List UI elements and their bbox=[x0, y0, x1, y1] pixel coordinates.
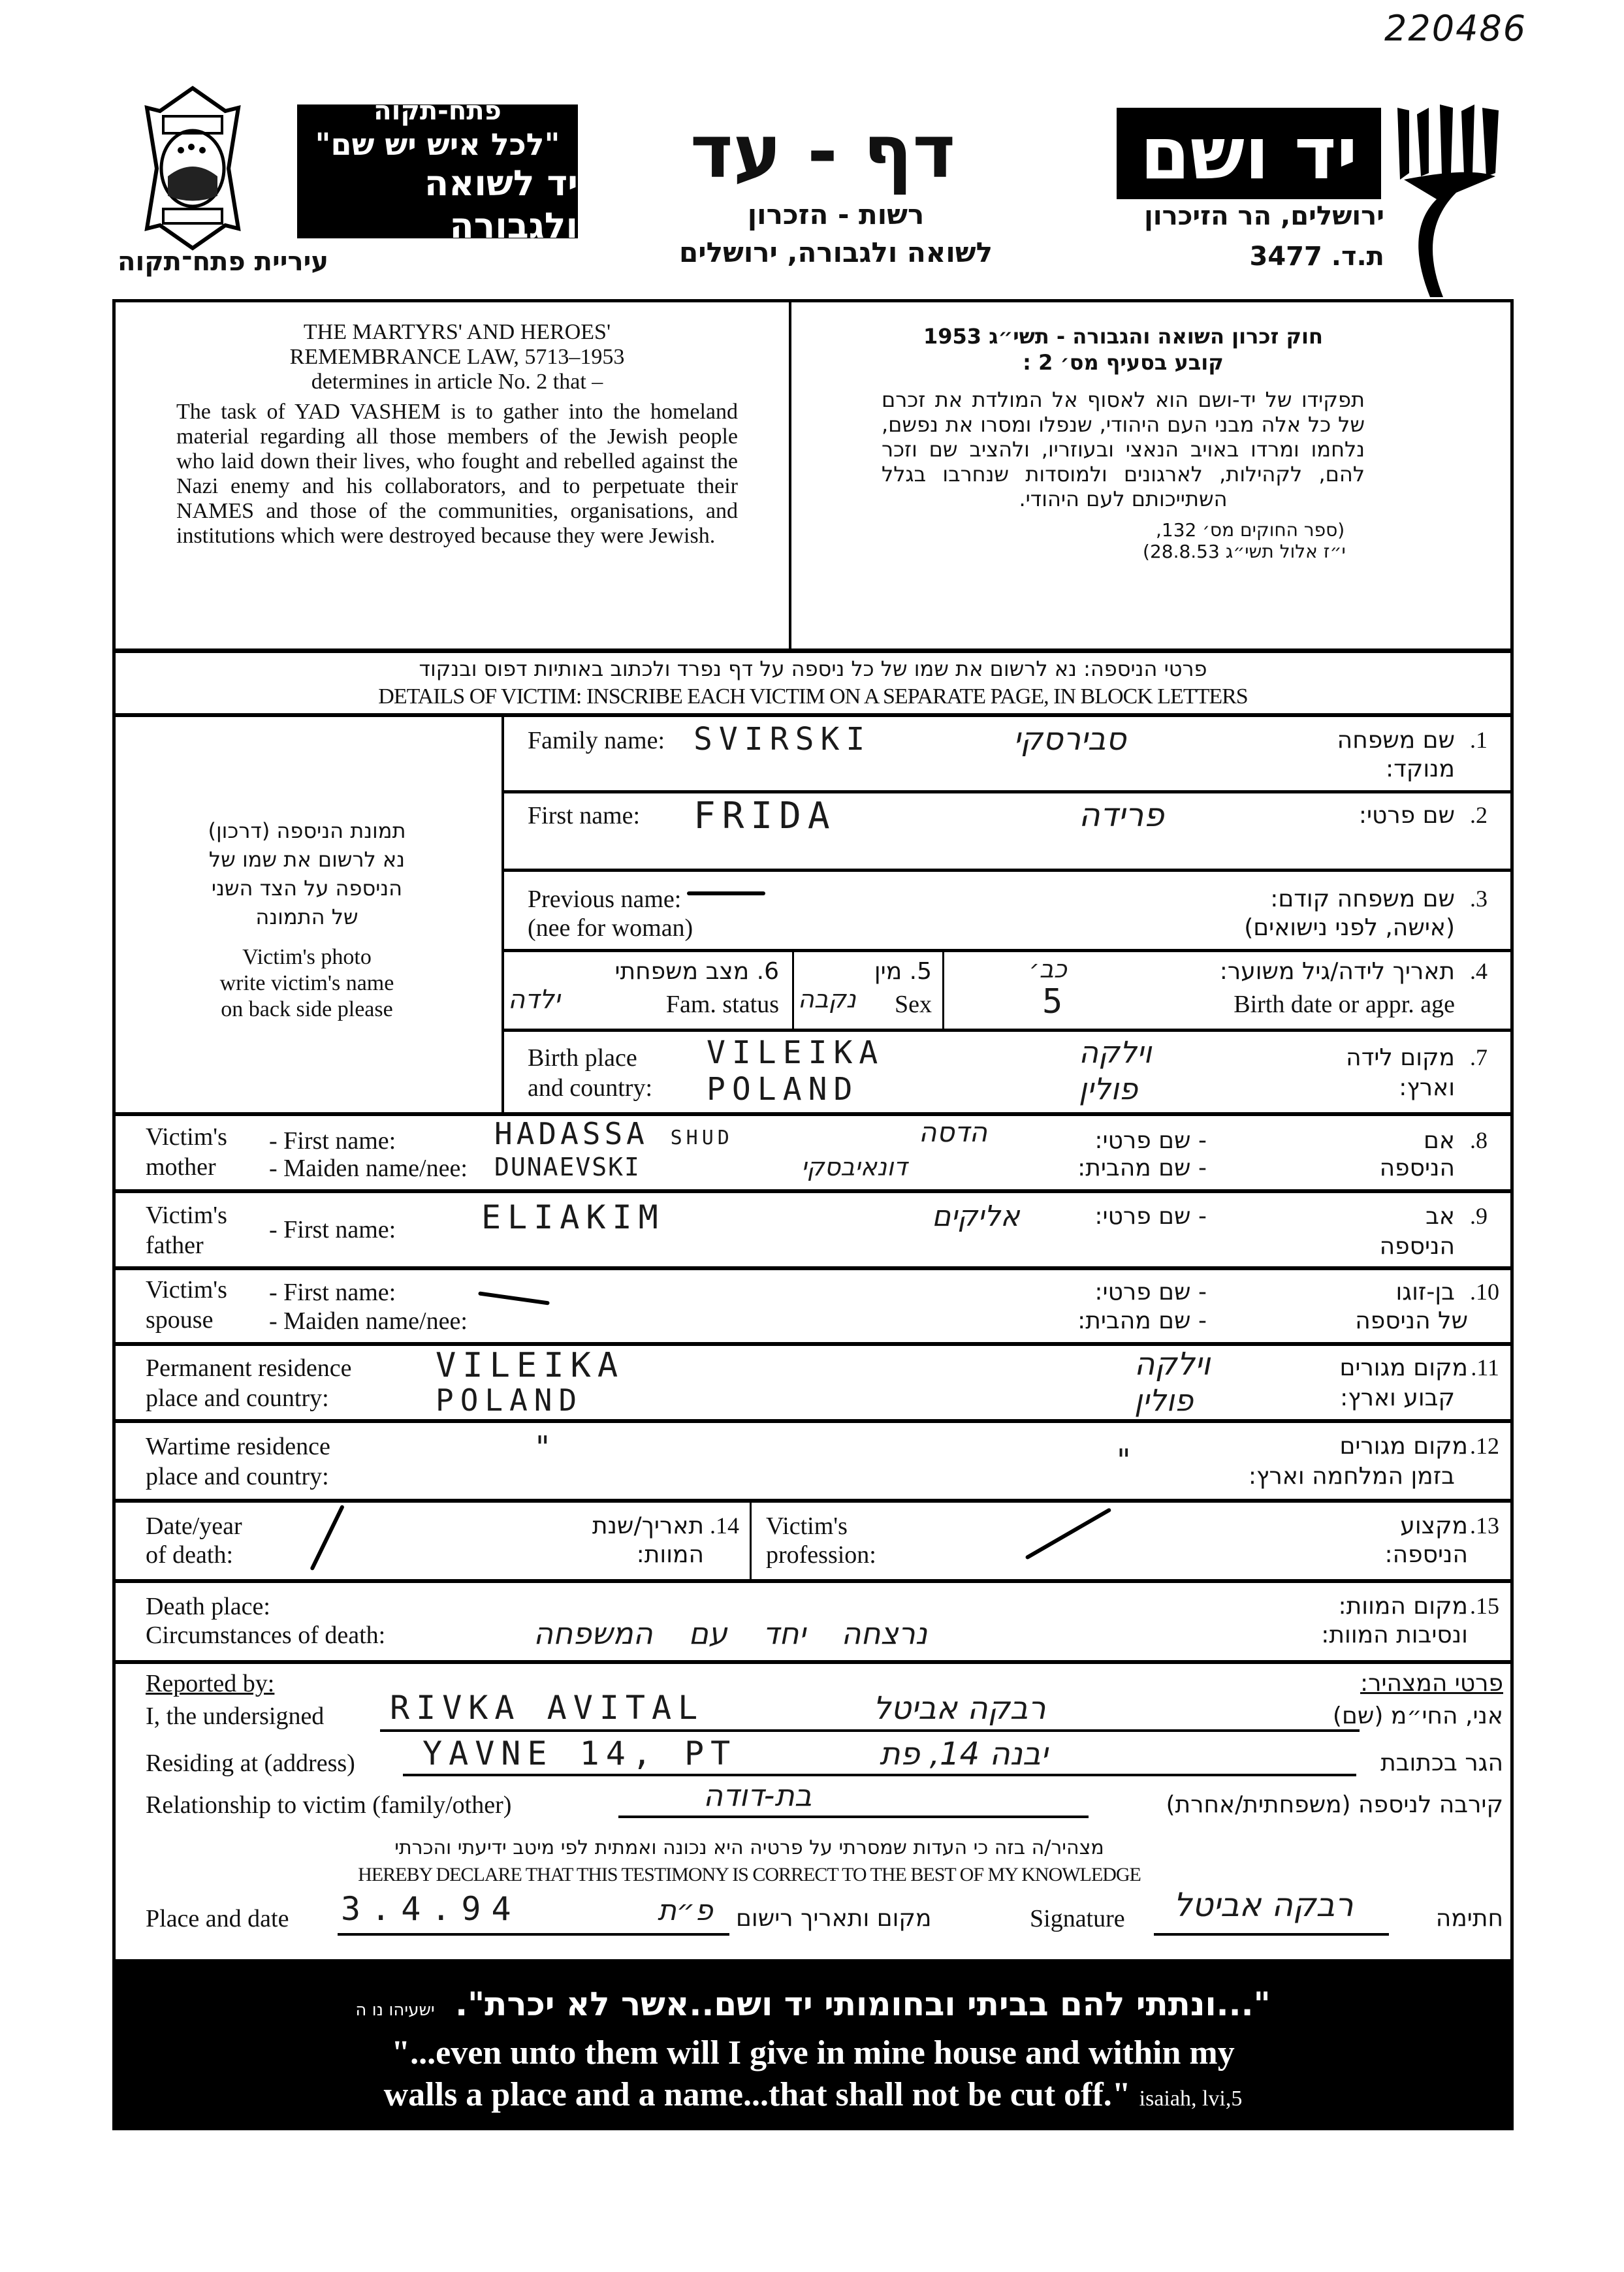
field-father[interactable] bbox=[116, 1193, 1514, 1266]
wartime-residence-value-he[interactable]: " bbox=[1115, 1443, 1139, 1478]
profession-label-en: Victim's bbox=[766, 1512, 848, 1540]
field-birth-date[interactable] bbox=[944, 952, 1514, 1029]
previous-name-label-he-2: (אישה, לפני נישואים) bbox=[1244, 914, 1455, 941]
wartime-residence-label-en: Wartime residence bbox=[146, 1433, 330, 1460]
reporter-address-value-en[interactable]: YAVNE 14, PT bbox=[422, 1735, 737, 1772]
death-date-label-he: תאריך/שנת bbox=[592, 1512, 704, 1539]
reporter-address-label-he: הגר בכתובת bbox=[1380, 1750, 1503, 1776]
law-text-english bbox=[176, 320, 738, 549]
authority-line2: לשואה ולגבורה, ירושלים bbox=[678, 236, 993, 268]
signature-label-en: Signature bbox=[1030, 1905, 1125, 1932]
photo-instruction-he-1: תמונת הניספה (דרכון) bbox=[208, 818, 406, 843]
quote-he-text: "...ונתתי להם בביתי ובחומותי יד ושם..אשר לא יכרת". bbox=[455, 1985, 1271, 2023]
birth-date-label-he: תאריך לידה/גיל משוער: bbox=[1219, 958, 1455, 985]
details-header-he: פרטי הניספה: נא לרשום את שמו של כל ניספה על דף נפרד ולכתוב באותיות דפוס ובנקוד bbox=[419, 656, 1207, 681]
profession-label-en-2: profession: bbox=[766, 1541, 876, 1569]
mother-label-he: אם bbox=[1424, 1127, 1455, 1154]
father-first-value-he[interactable]: אליקים bbox=[932, 1200, 1020, 1233]
family-name-label-he: שם משפחה bbox=[1337, 727, 1455, 754]
law-citation-he-2: י״ז אלול תשי״ג 28.8.53) bbox=[1143, 541, 1346, 562]
father-label-he: אב bbox=[1425, 1203, 1455, 1230]
photo-instruction-he-2: נא לרשום את שמו של bbox=[208, 847, 406, 872]
spouse-value-dash[interactable] bbox=[478, 1291, 550, 1305]
father-first-value-en[interactable]: ELIAKIM bbox=[481, 1198, 665, 1236]
field-mother[interactable] bbox=[116, 1116, 1514, 1189]
spouse-label-he: בן-זוגו bbox=[1395, 1279, 1455, 1305]
quote-en bbox=[112, 2032, 1514, 2120]
petah-tikva-motto: "לכל איש יש שם" bbox=[315, 127, 560, 163]
photo-instruction-he-4: של התמונה bbox=[255, 904, 358, 929]
field-number-3: .3 bbox=[1470, 886, 1488, 912]
field-number-8: .8 bbox=[1470, 1127, 1488, 1153]
death-date-label-he-2: המוות: bbox=[636, 1541, 704, 1568]
field-number-10: .10 bbox=[1470, 1279, 1499, 1305]
wartime-residence-value-en[interactable]: " bbox=[533, 1430, 558, 1465]
reporter-address-value-he[interactable]: יבנה 14, פת bbox=[880, 1736, 1048, 1772]
victim-photo-box[interactable] bbox=[118, 816, 496, 1023]
yad-vashem-address-line1: ירושלים, הר הזיכרון bbox=[1144, 201, 1384, 231]
family-name-value-en[interactable]: SVIRSKI bbox=[693, 721, 872, 758]
petah-tikva-line3: יד לשואה ולגבורה bbox=[424, 163, 578, 247]
father-label-he-2: הניספה bbox=[1379, 1233, 1455, 1260]
field-birth-place[interactable] bbox=[504, 1032, 1514, 1112]
death-place-label-he: מקום המוות: bbox=[1338, 1593, 1468, 1620]
mother-label-he-2: הניספה bbox=[1379, 1155, 1455, 1181]
birth-place-label-he: מקום לידה bbox=[1346, 1044, 1455, 1071]
father-first-label-he: - שם פרטי: bbox=[1094, 1203, 1207, 1230]
relationship-value-he[interactable]: בת-דודה bbox=[703, 1778, 812, 1813]
yad-vashem-name: יד ושם bbox=[1139, 112, 1358, 195]
quote-en-line1: "...even unto them will I give in mine house and within my bbox=[391, 2034, 1235, 2072]
reported-by-label-en: Reported by: bbox=[146, 1670, 275, 1697]
profession-value-slash[interactable] bbox=[1025, 1507, 1112, 1560]
death-date-label-en: Date/year bbox=[146, 1512, 242, 1540]
mother-maiden-value-he[interactable]: דונאיבסקי bbox=[801, 1153, 908, 1181]
reported-by-label-he: פרטי המצהיר: bbox=[1360, 1670, 1503, 1697]
field-family-name[interactable] bbox=[504, 717, 1514, 790]
sex-label-he: 5. מין bbox=[874, 958, 932, 985]
footer-quote-banner bbox=[112, 1959, 1514, 2130]
quote-en-ref: isaiah, lvi,5 bbox=[1139, 2087, 1243, 2111]
birth-place-label-en: Birth place bbox=[528, 1044, 637, 1072]
wartime-residence-label-en-2: place and country: bbox=[146, 1463, 329, 1490]
permanent-residence-value-he[interactable]: וילקה bbox=[1134, 1346, 1211, 1383]
first-name-value-he[interactable]: פרידה bbox=[1079, 796, 1164, 834]
relationship-label-he: קירבה לניספה (משפחתית/אחרת) bbox=[1166, 1791, 1503, 1818]
birth-place-country-en[interactable]: POLAND bbox=[707, 1071, 859, 1108]
photo-instruction-he-3: הניספה על הצד השני bbox=[211, 876, 403, 901]
permanent-residence-label-he-2: קבוע וארץ: bbox=[1340, 1384, 1455, 1411]
field-number-4: .4 bbox=[1470, 958, 1488, 984]
field-sex[interactable] bbox=[794, 952, 942, 1029]
field-first-name[interactable] bbox=[504, 793, 1514, 869]
family-status-label-en: Fam. status bbox=[665, 991, 779, 1018]
quote-en-line2: walls a place and a name...that shall not be cut off." isaiah, lvi,5 bbox=[383, 2076, 1243, 2113]
law-body-he: תפקידו של יד-ושם הוא לאסוף אל המולדת את זכרם של כל אלה מבני העם היהודי, שנפלו ומסרו את נפשם, נלחמו ומרדו באויב הנאצי ובעוזריו, ולהציב שם וזכר להם, לקהילות, לארגונים ולמוסדות שנחרבו בגלל השתייכותם לעם היהודי. bbox=[882, 387, 1365, 511]
law-title-he-1: חוק זכרון השואה והגבורה - תשי״ג 1953 bbox=[923, 324, 1323, 349]
reporter-name-label-he: אני, החי״מ (שם) bbox=[1332, 1703, 1503, 1729]
mother-maiden-label-he: - שם מהבית: bbox=[1077, 1155, 1207, 1181]
signature-label-he: חתימה bbox=[1435, 1905, 1503, 1932]
spouse-title-en-1: Victim's bbox=[146, 1276, 227, 1304]
field-number-11: .11 bbox=[1471, 1354, 1499, 1381]
father-first-label-en: - First name: bbox=[269, 1216, 396, 1243]
mother-first-label-en: - First name: bbox=[269, 1127, 396, 1155]
profession-label-he: מקצוע bbox=[1400, 1512, 1468, 1539]
spouse-maiden-label-he: - שם מהבית: bbox=[1077, 1307, 1207, 1334]
birth-date-label-en: Birth date or appr. age bbox=[1234, 991, 1455, 1018]
photo-instruction-en-1: Victim's photo bbox=[242, 945, 372, 969]
archive-number: 220486 bbox=[1384, 8, 1527, 49]
field-number-2: .2 bbox=[1470, 802, 1488, 828]
declaration-he: מצהיר/ה בזה כי העדות שמסרתי על פרטיה היא נכונה ואמתית לפי מיטב ידיעתי והכרתי bbox=[394, 1836, 1104, 1859]
circumstances-label-he: ונסיבות המוות: bbox=[1321, 1622, 1468, 1648]
previous-name-label-he: שם משפחה קודם: bbox=[1270, 886, 1455, 912]
previous-name-label-en: Previous name: bbox=[528, 886, 682, 913]
field-permanent-residence[interactable] bbox=[116, 1346, 1514, 1419]
field-family-status[interactable] bbox=[504, 952, 792, 1029]
family-status-value[interactable]: ילדה bbox=[508, 985, 560, 1015]
permanent-residence-country-en[interactable]: POLAND bbox=[436, 1383, 584, 1418]
death-date-value-slash[interactable] bbox=[310, 1505, 345, 1571]
petah-tikva-line1: פתח-תקוה bbox=[374, 96, 502, 127]
petah-tikva-city-caption: עיריית פתח־תקוה bbox=[118, 247, 329, 277]
place-date-label-en: Place and date bbox=[146, 1905, 289, 1932]
birth-place-label-en-2: and country: bbox=[528, 1074, 653, 1102]
yad-vashem-name-banner bbox=[1117, 108, 1381, 199]
circumstances-value-he[interactable]: נרצחה יחד עם המשפחה bbox=[533, 1616, 928, 1651]
first-name-label-he: שם פרטי: bbox=[1358, 802, 1455, 829]
field-number-15: .15 bbox=[1470, 1593, 1499, 1619]
petah-tikva-banner bbox=[297, 96, 578, 247]
permanent-residence-label-en: Permanent residence bbox=[146, 1354, 352, 1382]
mother-maiden-value-en[interactable]: DUNAEVSKI bbox=[494, 1153, 641, 1181]
reporter-name-value-he[interactable]: רבקה אביטל bbox=[873, 1690, 1046, 1727]
law-body-en: The task of YAD VASHEM is to gather into the homeland material regarding all those members of the Jewish people who laid down their lives, who fought and rebelled against the Nazi enemy and his collaborators, and to perpetuate their NAMES and those of the communities, organisations, and institutions which were destroyed because they were Jewish. bbox=[176, 400, 738, 548]
first-name-value-en[interactable]: FRIDA bbox=[693, 795, 836, 837]
family-name-label-en: Family name: bbox=[528, 727, 665, 754]
details-header-en: DETAILS OF VICTIM: INSCRIBE EACH VICTIM ON A SEPARATE PAGE, IN BLOCK LETTERS bbox=[378, 684, 1248, 709]
father-title-en-2: father bbox=[146, 1232, 204, 1259]
quote-he-ref: ישעיהו נו ה bbox=[355, 2000, 435, 2020]
authority-line1: רשות - הזכרון bbox=[747, 199, 925, 231]
birth-place-value-he[interactable]: וילקה bbox=[1079, 1034, 1152, 1070]
reporter-name-value-en[interactable]: RIVKA AVITAL bbox=[390, 1689, 705, 1727]
law-title-en-1: THE MARTYRS' AND HEROES' bbox=[303, 320, 611, 344]
law-subtitle-en: determines in article No. 2 that – bbox=[311, 370, 603, 394]
field-previous-name[interactable] bbox=[504, 872, 1514, 949]
spouse-title-en-2: spouse bbox=[146, 1306, 214, 1334]
photo-instruction-en-2: write victim's name bbox=[219, 971, 394, 995]
birth-date-value-he[interactable]: כב׳ bbox=[1029, 955, 1067, 984]
permanent-residence-country-he[interactable]: פולין bbox=[1134, 1383, 1194, 1418]
page-title: דף - עד bbox=[690, 110, 956, 195]
birth-date-value[interactable]: 5 bbox=[1042, 982, 1070, 1021]
quote-he bbox=[112, 1985, 1514, 2023]
yad-vashem-po-box: ת.ד. 3477 bbox=[1249, 242, 1384, 272]
place-date-value-he[interactable]: פ״ת bbox=[658, 1894, 713, 1927]
previous-name-value-dash[interactable] bbox=[687, 891, 765, 895]
permanent-residence-value-en[interactable]: VILEIKA bbox=[436, 1346, 625, 1385]
mother-first-value-en[interactable]: HADASSA SHUD bbox=[494, 1116, 733, 1151]
wartime-residence-label-he: מקום מגורים bbox=[1339, 1433, 1468, 1460]
field-wartime-residence[interactable] bbox=[116, 1423, 1514, 1499]
photo-instruction-en-3: on back side please bbox=[221, 997, 393, 1021]
field-spouse[interactable] bbox=[116, 1270, 1514, 1342]
sex-label-en: Sex bbox=[895, 991, 932, 1018]
authority-name bbox=[627, 196, 1045, 272]
law-citation-he-1: (ספר החוקים מס׳ 132, bbox=[1156, 519, 1345, 541]
mother-title-en-2: mother bbox=[146, 1153, 216, 1181]
previous-name-label-en-2: (nee for woman) bbox=[528, 914, 693, 942]
relationship-label-en: Relationship to victim (family/other) bbox=[146, 1791, 512, 1819]
family-name-label-he-2: מנוקד: bbox=[1386, 756, 1455, 782]
field-death-date[interactable] bbox=[116, 1503, 750, 1579]
circumstances-label-en: Circumstances of death: bbox=[146, 1622, 386, 1649]
mother-first-label-he: - שם פרטי: bbox=[1094, 1127, 1207, 1154]
reporter-name-label-en: I, the undersigned bbox=[146, 1703, 325, 1730]
field-number-14: .14 bbox=[710, 1512, 739, 1539]
field-number-9: .9 bbox=[1470, 1203, 1488, 1229]
field-profession[interactable] bbox=[752, 1503, 1514, 1579]
permanent-residence-label-en-2: place and country: bbox=[146, 1384, 329, 1412]
mother-first-value-he[interactable]: הדסה bbox=[919, 1116, 988, 1148]
sex-value[interactable]: נקבה bbox=[798, 985, 856, 1014]
field-number-13: .13 bbox=[1470, 1512, 1499, 1539]
field-death-place[interactable] bbox=[116, 1583, 1514, 1660]
family-name-value-he[interactable]: סבירסקי bbox=[1013, 721, 1126, 758]
petah-tikva-emblem-icon bbox=[140, 85, 245, 251]
spouse-label-he-2: של הניספה bbox=[1355, 1307, 1468, 1334]
place-date-label-he: מקום ותאריך רישום bbox=[736, 1905, 932, 1932]
law-title-en-2: REMEMBRANCE LAW, 5713–1953 bbox=[289, 345, 625, 369]
death-date-label-en-2: of death: bbox=[146, 1541, 234, 1569]
family-status-label-he: 6. מצב משפחתי bbox=[614, 958, 779, 985]
mother-maiden-label-en: - Maiden name/nee: bbox=[269, 1155, 468, 1182]
birth-place-value-en[interactable]: VILEIKA bbox=[707, 1034, 885, 1071]
yad-vashem-logo-icon bbox=[1391, 101, 1508, 297]
field-number-1: .1 bbox=[1470, 727, 1488, 753]
birth-place-country-he[interactable]: פולין bbox=[1079, 1071, 1138, 1106]
permanent-residence-label-he: מקום מגורים bbox=[1339, 1354, 1468, 1381]
signature-value[interactable]: רבקה אביטל bbox=[1173, 1886, 1354, 1924]
field-number-7: .7 bbox=[1470, 1044, 1488, 1070]
spouse-maiden-label-en: - Maiden name/nee: bbox=[269, 1307, 468, 1335]
law-title-he-2: קובע בסעיף מס׳ 2 : bbox=[1023, 350, 1224, 375]
field-number-12: .12 bbox=[1470, 1433, 1499, 1459]
place-date-value[interactable]: 3.4.94 bbox=[341, 1890, 522, 1928]
spouse-first-label-he: - שם פרטי: bbox=[1094, 1279, 1207, 1305]
reporter-section bbox=[116, 1664, 1514, 1959]
father-title-en-1: Victim's bbox=[146, 1202, 227, 1229]
law-text-hebrew bbox=[829, 323, 1417, 562]
profession-label-he-2: הניספה: bbox=[1384, 1541, 1468, 1568]
death-place-label-en: Death place: bbox=[146, 1593, 270, 1620]
first-name-label-en: First name: bbox=[528, 802, 641, 829]
declaration-en: HEREBY DECLARE THAT THIS TESTIMONY IS CORRECT TO THE BEST OF MY KNOWLEDGE bbox=[358, 1864, 1141, 1885]
mother-title-en-1: Victim's bbox=[146, 1123, 227, 1151]
reporter-address-label-en: Residing at (address) bbox=[146, 1750, 355, 1777]
spouse-first-label-en: - First name: bbox=[269, 1279, 396, 1306]
wartime-residence-label-he-2: בזמן המלחמה וארץ: bbox=[1248, 1463, 1455, 1490]
yad-vashem-address bbox=[1097, 196, 1384, 277]
birth-place-label-he-2: וארץ: bbox=[1399, 1074, 1455, 1101]
